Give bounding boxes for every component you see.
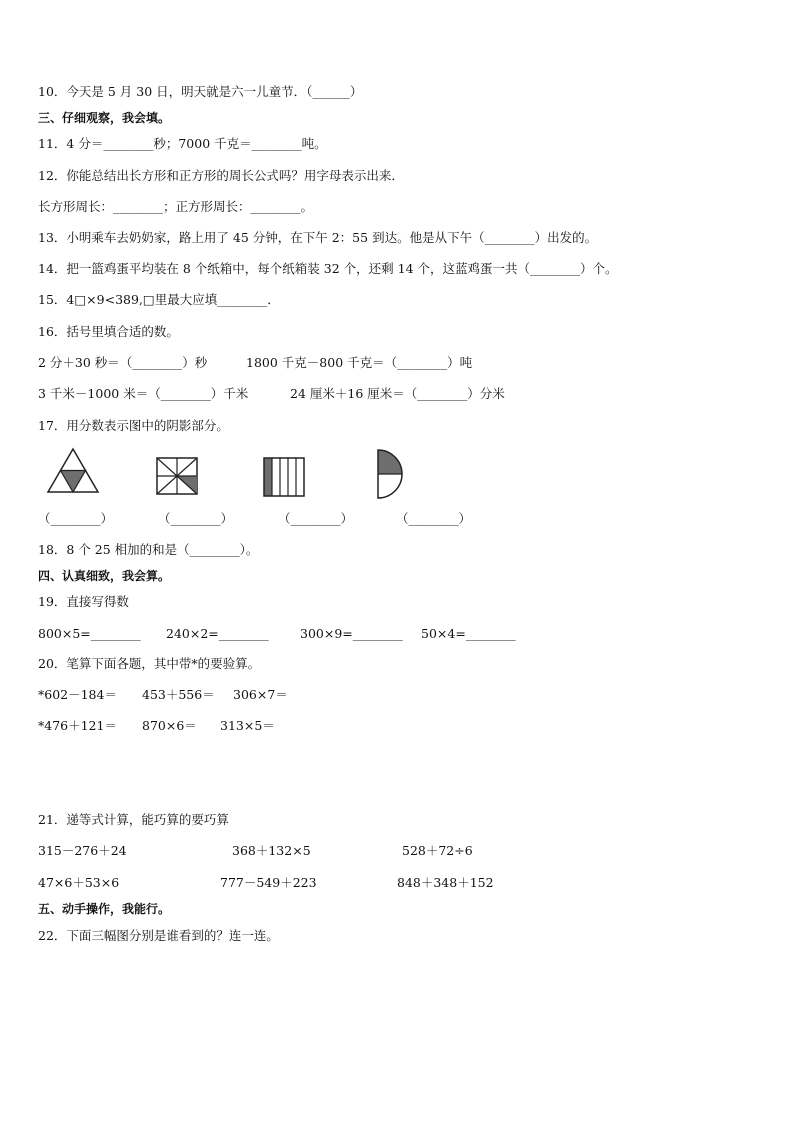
question-21: 21．递等式计算，能巧算的要巧算 <box>38 812 229 827</box>
question-20: 20．笔算下面各题，其中带*的要验算。 <box>38 656 261 671</box>
q19-item: 240×2=________ <box>166 626 269 641</box>
q20-item: 453＋556＝ <box>142 687 215 702</box>
q19-item: 800×5=________ <box>38 626 141 641</box>
section-3-heading: 三、仔细观察，我会填。 <box>38 111 171 125</box>
q19-item: 300×9=________ <box>300 626 403 641</box>
q16-item: 3 千米－1000 米＝（________）千米 <box>38 386 249 401</box>
q21-item: 528＋72÷6 <box>402 843 473 858</box>
semicircle-icon <box>375 447 407 501</box>
question-15: 15．4□×9<389,□里最大应填________． <box>38 292 280 307</box>
question-14: 14．把一篮鸡蛋平均装在 8 个纸箱中，每个纸箱装 32 个，还剩 14 个，这蓝鸡蛋一共（________）个。 <box>38 261 618 276</box>
q20-item: 870×6＝ <box>142 718 197 733</box>
q17-blank: （________） <box>158 511 234 526</box>
triangle-icon <box>44 446 102 496</box>
square-icon <box>155 456 199 496</box>
q19-item: 50×4=________ <box>421 626 516 641</box>
question-18: 18．8 个 25 相加的和是（________）。 <box>38 542 259 557</box>
question-11: 11．4 分＝________秒；7000 千克＝________吨。 <box>38 136 327 151</box>
q16-item: 24 厘米＋16 厘米＝（________）分米 <box>290 386 505 401</box>
q17-blank: （________） <box>396 511 472 526</box>
question-22: 22．下面三幅图分别是谁看到的？连一连。 <box>38 928 279 943</box>
q21-item: 368＋132×5 <box>232 843 311 858</box>
q21-item: 47×6＋53×6 <box>38 875 120 890</box>
question-16: 16．括号里填合适的数。 <box>38 324 179 339</box>
section-5-heading: 五、动手操作，我能行。 <box>38 902 171 916</box>
question-19: 19．直接写得数 <box>38 594 129 609</box>
q20-item: *476＋121＝ <box>38 718 117 733</box>
question-13: 13．小明乘车去奶奶家，路上用了 45 分钟，在下午 2：55 到达。他是从下午（________）出发的。 <box>38 230 598 245</box>
section-4-heading: 四、认真细致，我会算。 <box>38 569 171 583</box>
q21-item: 777－549＋223 <box>220 875 317 890</box>
q17-blank: （________） <box>278 511 354 526</box>
q16-item: 2 分＋30 秒＝（________）秒 <box>38 355 208 370</box>
question-17: 17．用分数表示图中的阴影部分。 <box>38 418 229 433</box>
q20-item: 306×7＝ <box>233 687 288 702</box>
rectangle-icon <box>262 456 308 498</box>
q21-item: 315－276＋24 <box>38 843 127 858</box>
q17-blank: （________） <box>38 511 114 526</box>
question-10: 10．今天是 5 月 30 日，明天就是六一儿童节．（______） <box>38 84 363 99</box>
q21-item: 848＋348＋152 <box>397 875 494 890</box>
q16-item: 1800 千克－800 千克＝（________）吨 <box>246 355 473 370</box>
question-12-answer-line: 长方形周长：________；正方形周长：________。 <box>38 199 314 214</box>
q20-item: *602－184＝ <box>38 687 117 702</box>
question-12: 12．你能总结出长方形和正方形的周长公式吗？用字母表示出来． <box>38 168 404 183</box>
q20-item: 313×5＝ <box>220 718 275 733</box>
